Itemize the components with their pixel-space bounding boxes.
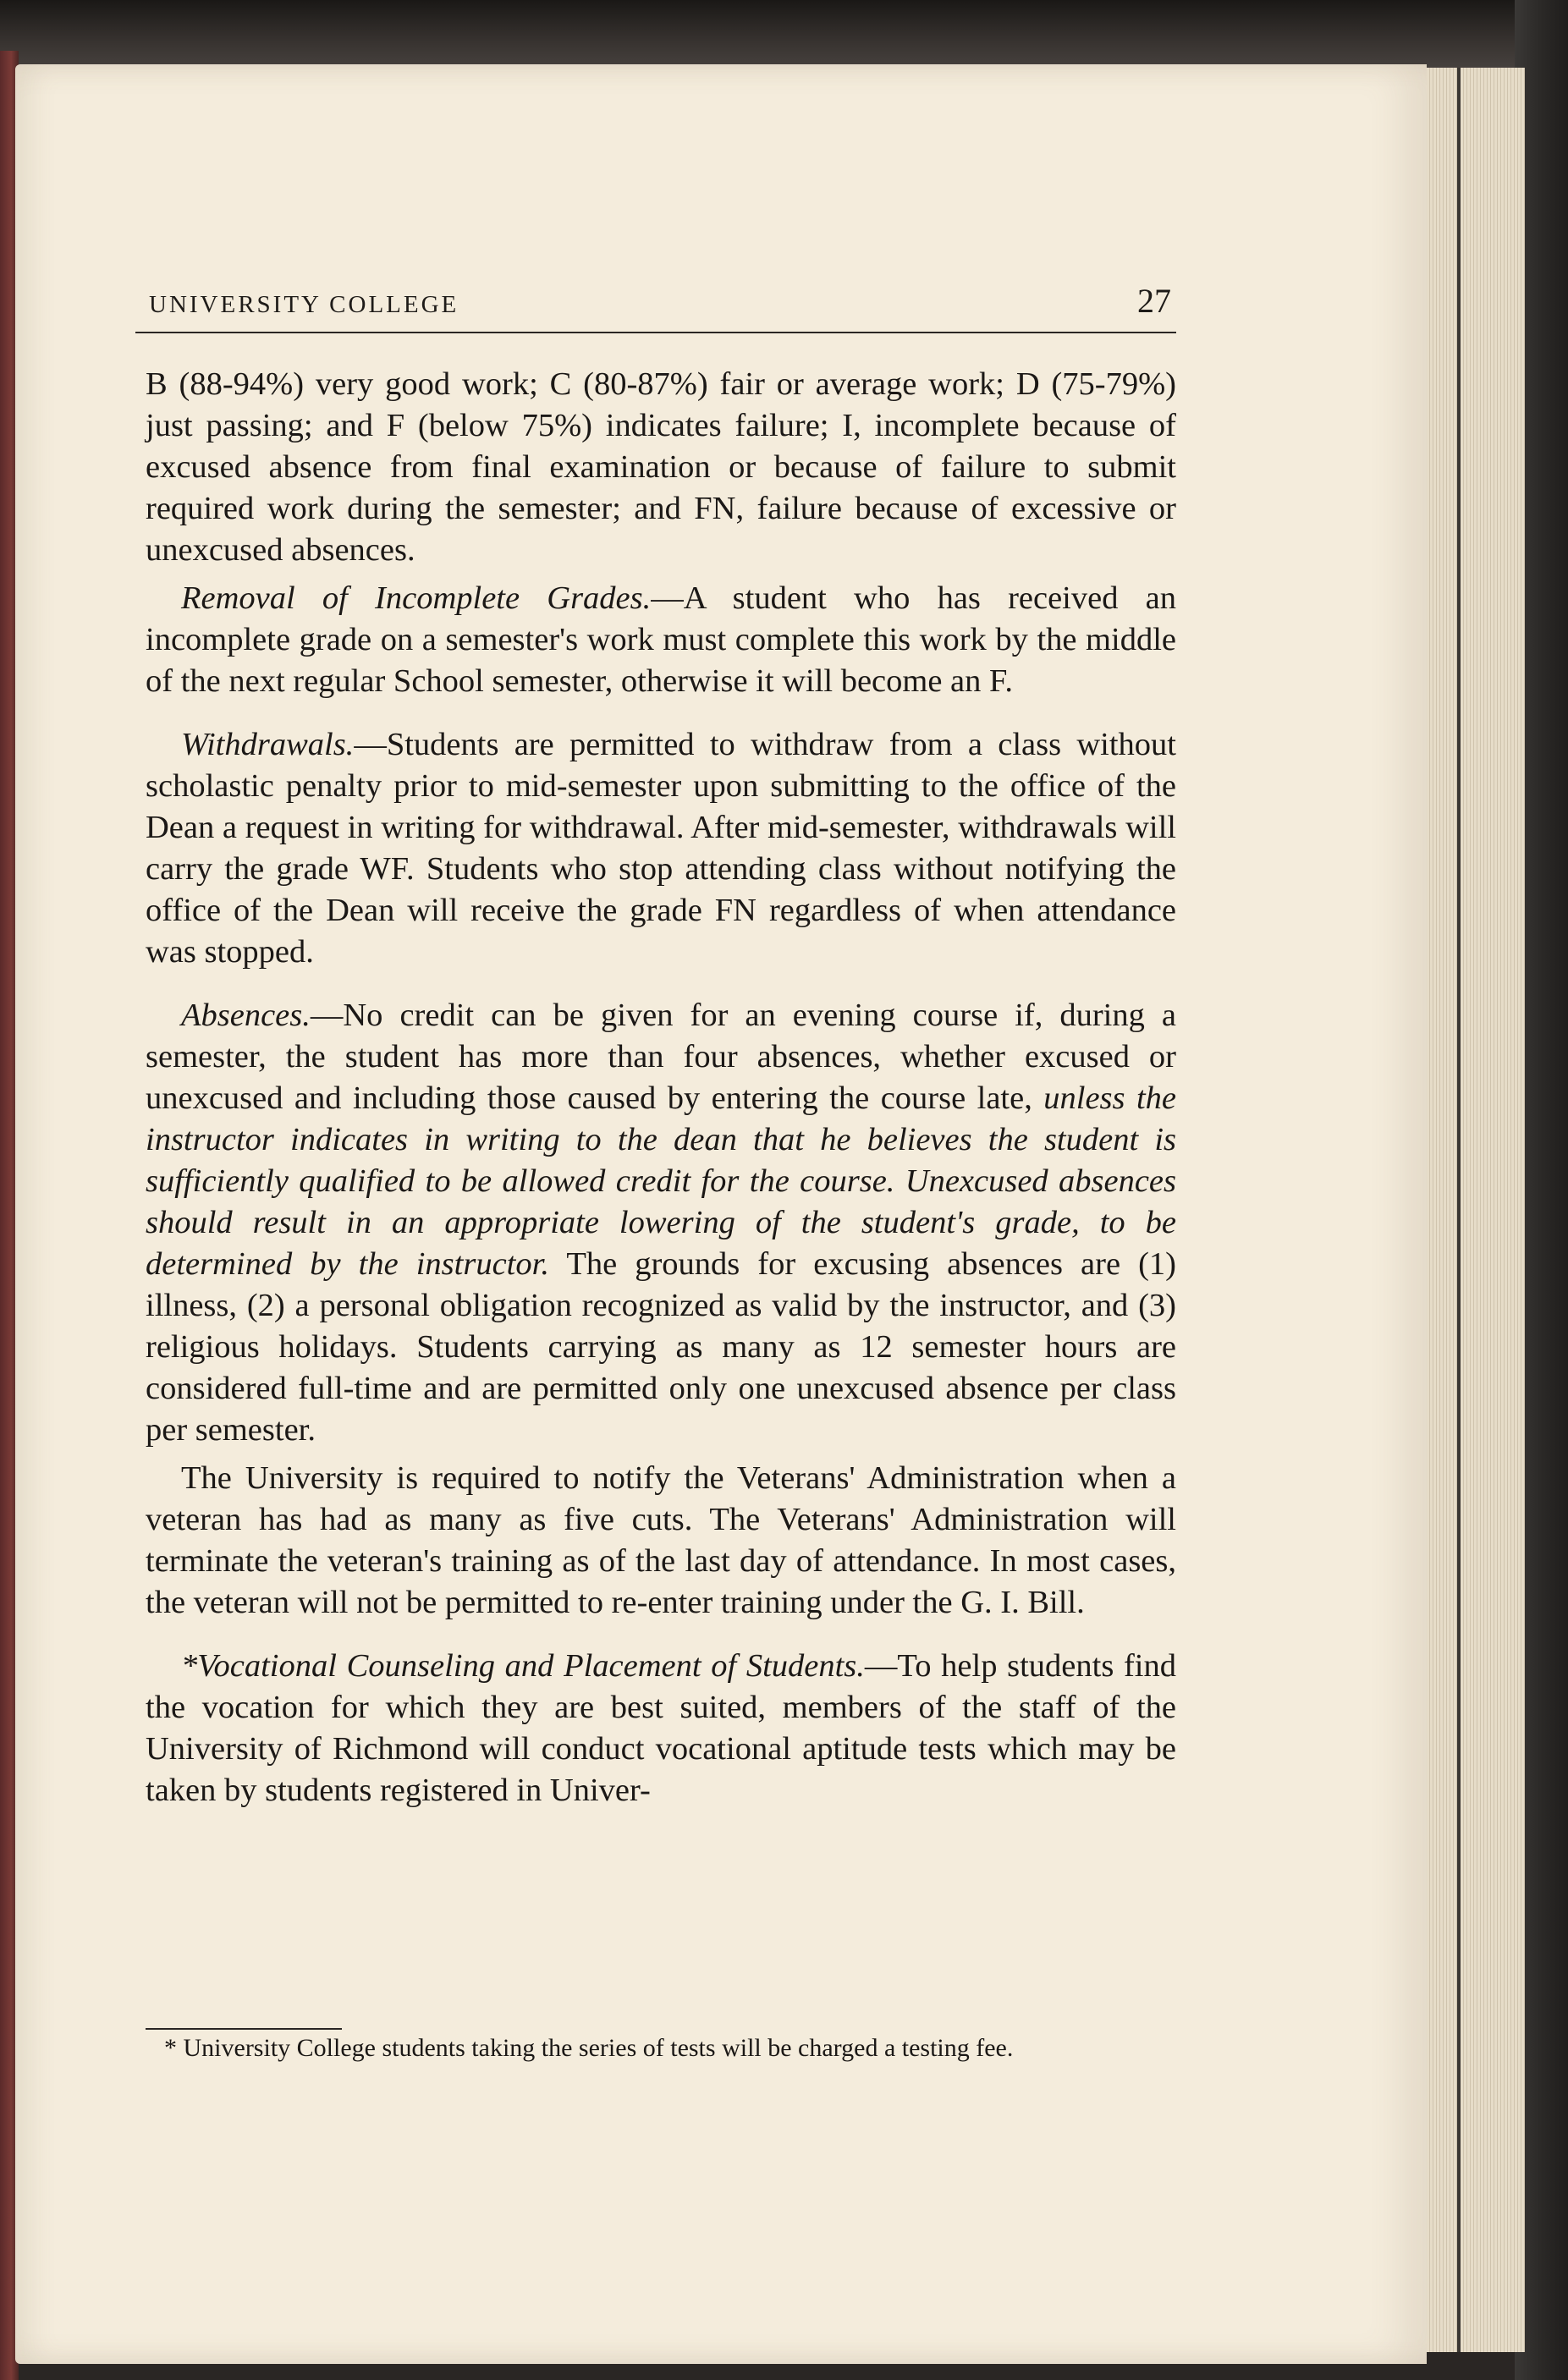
running-head bbox=[135, 281, 1176, 333]
vocational-heading: *Vocational Counseling and Placement of Students. bbox=[181, 1648, 865, 1684]
removal-incomplete-paragraph bbox=[146, 578, 1176, 702]
withdrawals-heading: Withdrawals. bbox=[181, 727, 355, 762]
withdrawals-paragraph bbox=[146, 724, 1176, 973]
veterans-paragraph: The University is required to notify the Veterans' Administration when a veteran has had as many as five cuts. The Veterans' Administration will terminate the veteran's training as of the last day of attendance. In most cases, the veteran will not be permitted to re-enter training under the G. I. Bill. bbox=[146, 1460, 1176, 1620]
absences-text-a: —No credit can be given for an evening course if, during a semester, the student has more than four absences, whether excused or unexcused and including those caused by entering the course late, bbox=[146, 998, 1176, 1116]
footnote-rule bbox=[146, 2028, 342, 2030]
absences-paragraph bbox=[146, 995, 1176, 1451]
removal-incomplete-heading: Removal of Incomplete Grades. bbox=[181, 580, 652, 616]
grades-paragraph: B (88-94%) very good work; C (80-87%) fair or average work; D (75-79%) just passing; and F (below 75%) indicates failure; I, incomplete because of excused absence from final examination or because of failure to submit required work during the semester; and FN, failure because of excessive or unexcused absences. bbox=[146, 366, 1176, 568]
vocational-text: —To help students find the vocation for which they are best suited, members of the staff of the University of Richmond will conduct vocational aptitude tests which may be taken by students registered in Univer- bbox=[146, 1648, 1176, 1808]
footnote bbox=[146, 2034, 1176, 2063]
absences-italic-text: unless the instructor indicates in writing to the dean that he believes the student is sufficiently qualified to be allowed credit for the course. Unexcused absences should result in an appropriate lowering of the student's grade, to be determined by the instructor. bbox=[146, 1080, 1176, 1282]
absences-heading: Absences. bbox=[181, 998, 311, 1033]
removal-incomplete-text: —A student who has received an incomplete grade on a semester's work must complete this work by the middle of the next regular School semester, otherwise it will become an F. bbox=[146, 580, 1176, 699]
withdrawals-text: —Students are permitted to withdraw from a class without scholastic penalty prior to mid-semester upon submitting to the office of the Dean a request in writing for withdrawal. After mid-semester, withdrawals will carry the grade WF. Students who stop attending class without notifying the office of the Dean will receive the grade FN regardless of when attendance was stopped. bbox=[146, 727, 1176, 970]
body-text bbox=[146, 364, 1176, 1833]
footnote-text: * University College students taking the series of tests will be charged a testing fee. bbox=[164, 2034, 1014, 2062]
absences-text-b: The grounds for excusing absences are (1) illness, (2) a personal obligation recognized as valid by the instructor, and (3) religious holidays. Students carrying as many as 12 semester hours are considered full-time and are permitted only one unexcused absence per class per semester. bbox=[146, 1246, 1176, 1448]
page-number: 27 bbox=[1137, 282, 1171, 320]
vocational-paragraph bbox=[146, 1646, 1176, 1811]
running-title: UNIVERSITY COLLEGE bbox=[149, 291, 459, 318]
